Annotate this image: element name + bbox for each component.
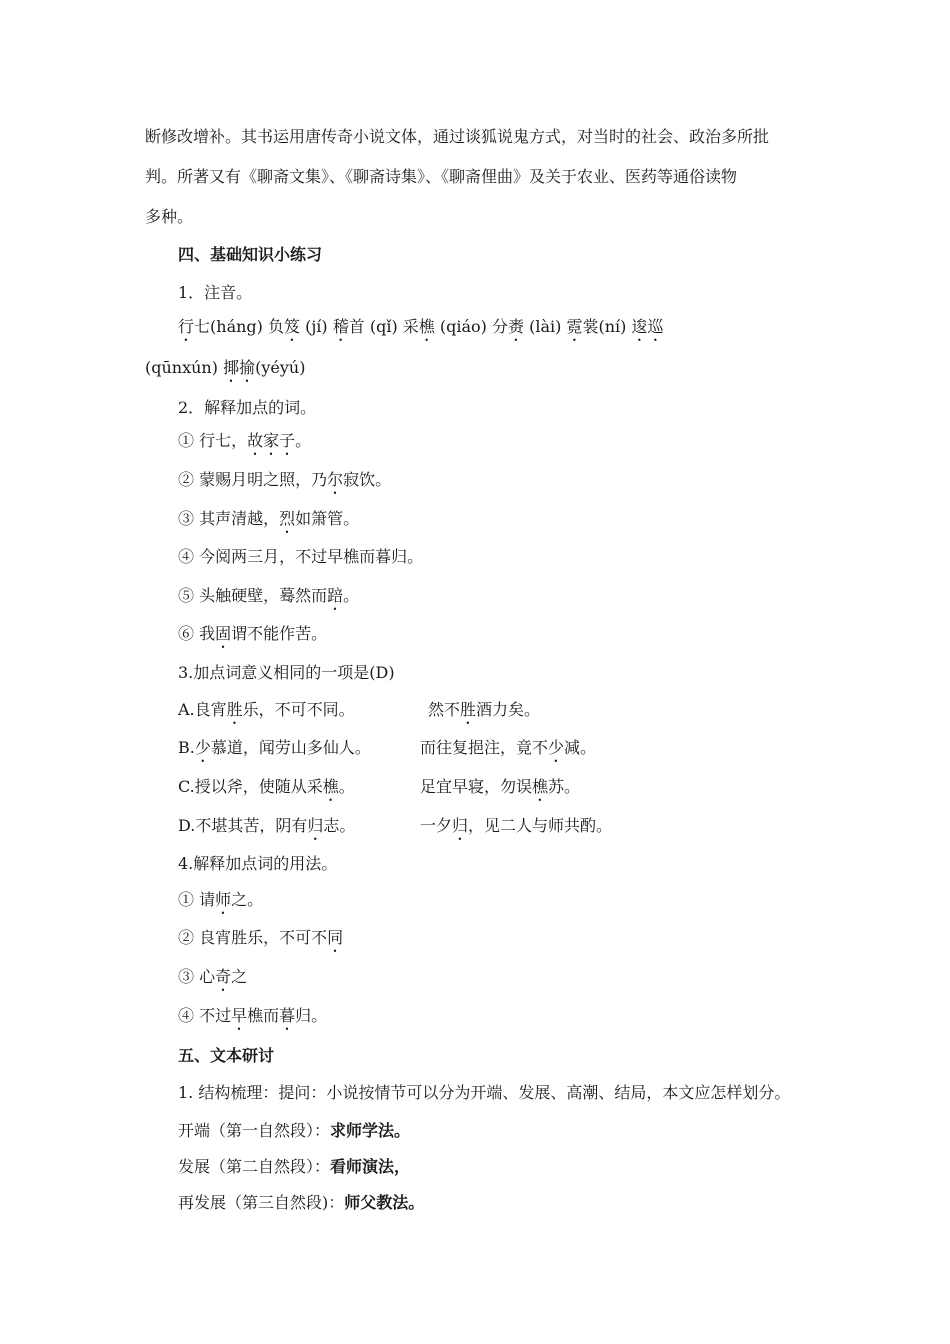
section-4-heading: 四、基础知识小练习 bbox=[178, 245, 323, 264]
q3-option-d-left bbox=[178, 815, 355, 844]
dotted-char: 揶 bbox=[223, 358, 240, 377]
q2-item-3 bbox=[178, 508, 359, 537]
text-run: 苏。 bbox=[548, 777, 581, 796]
q2-item-1 bbox=[178, 430, 311, 459]
dotted-char: 奇 bbox=[215, 967, 232, 986]
text-run: (yéyú) bbox=[255, 358, 306, 377]
structure-value: 求师学法。 bbox=[330, 1121, 411, 1140]
text-run: 之。 bbox=[231, 890, 264, 909]
pinyin-row-2 bbox=[145, 357, 305, 386]
q4-item-4 bbox=[178, 1005, 327, 1034]
text-run: ③ 心 bbox=[178, 967, 216, 986]
structure-row-3 bbox=[178, 1192, 424, 1214]
dotted-char: 少 bbox=[548, 738, 565, 757]
dotted-char: 归 bbox=[452, 816, 469, 835]
dotted-char: 赉 bbox=[508, 317, 525, 336]
dotted-char: 同 bbox=[327, 928, 344, 947]
structure-label: 发展（第二自然段）： bbox=[178, 1157, 331, 1176]
text-run: ① 请 bbox=[178, 890, 216, 909]
structure-value: 师父教法。 bbox=[344, 1193, 425, 1212]
dotted-char: 霓 bbox=[566, 317, 583, 336]
text-run: 归。 bbox=[295, 1006, 328, 1025]
text-run: 如箫管。 bbox=[295, 509, 360, 528]
text-run: A.良宵 bbox=[178, 700, 227, 719]
structure-row-1 bbox=[178, 1120, 410, 1142]
dotted-char: 尔 bbox=[327, 470, 344, 489]
dotted-char: 行 bbox=[178, 317, 195, 336]
text-run: 然不 bbox=[428, 700, 461, 719]
text-run: (lài) bbox=[524, 317, 567, 336]
q1-title: 1．注音。 bbox=[178, 283, 253, 302]
text-run: 足宜早寝，勿误 bbox=[420, 777, 533, 796]
text-run: ④ 今阅两三月，不过早樵而暮归。 bbox=[178, 547, 424, 566]
text-run: 慕道，闻劳山多仙人。 bbox=[210, 738, 371, 757]
pinyin-row-1 bbox=[178, 316, 664, 345]
s5-q1: 1. 结构梳理：提问：小说按情节可以分为开端、发展、高潮、结局，本文应怎样划分。 bbox=[178, 1083, 791, 1102]
text-run: 酒力矣。 bbox=[476, 700, 541, 719]
text-run: ⑥ 我 bbox=[178, 624, 216, 643]
dotted-char: 笈 bbox=[283, 317, 300, 336]
dotted-char: 早 bbox=[231, 1006, 248, 1025]
dotted-char: 暮 bbox=[279, 1006, 296, 1025]
dotted-char: 师 bbox=[215, 890, 232, 909]
text-run: (jí) bbox=[300, 317, 333, 336]
dotted-char: 烈 bbox=[279, 509, 296, 528]
text-run: 裳(ní) bbox=[582, 317, 632, 336]
structure-label: 开端（第一自然段）： bbox=[178, 1121, 331, 1140]
dotted-char: 樵 bbox=[322, 777, 339, 796]
text-run: (qūnxún) bbox=[145, 358, 224, 377]
q3-option-d-right bbox=[420, 815, 612, 844]
q2-item-2 bbox=[178, 469, 391, 498]
dotted-char: 踣 bbox=[327, 586, 344, 605]
q4-item-3 bbox=[178, 966, 247, 995]
structure-label: 再发展（第三自然段)： bbox=[178, 1193, 345, 1212]
text-run: 樵而 bbox=[247, 1006, 280, 1025]
text-run: 一夕 bbox=[420, 816, 453, 835]
intro-line-2: 判。所著又有《聊斋文集》、《聊斋诗集》、《聊斋俚曲》及关于农业、医药等通俗读物 bbox=[145, 167, 738, 186]
dotted-char: 故 bbox=[247, 431, 264, 450]
q3-option-b-left bbox=[178, 737, 371, 766]
q4-item-1 bbox=[178, 889, 263, 918]
text-run: D.不堪其苦，阴有 bbox=[178, 816, 308, 835]
section-5-heading: 五、文本研讨 bbox=[178, 1046, 275, 1065]
dotted-char: 子 bbox=[279, 431, 296, 450]
text-run: (qiáo) 分 bbox=[434, 317, 508, 336]
dotted-char: 樵 bbox=[532, 777, 549, 796]
text-run: 。 bbox=[295, 431, 312, 450]
text-run: ⑤ 头触硬壁，蓦然而 bbox=[178, 586, 328, 605]
text-run: B. bbox=[178, 738, 195, 757]
text-run: ② 良宵胜乐，不可不 bbox=[178, 928, 328, 947]
text-run: 而往复挹注，竟不 bbox=[420, 738, 549, 757]
structure-row-2 bbox=[178, 1156, 410, 1178]
text-run: 之 bbox=[231, 967, 248, 986]
q3-option-a-left bbox=[178, 699, 355, 728]
text-run: 减。 bbox=[564, 738, 597, 757]
text-run: 乐，不可不同。 bbox=[242, 700, 355, 719]
text-run: 志。 bbox=[323, 816, 356, 835]
text-run: 。 bbox=[338, 777, 355, 796]
q4-title: 4.解释加点词的用法。 bbox=[178, 854, 338, 873]
q3-title: 3.加点词意义相同的一项是(D) bbox=[178, 663, 395, 682]
dotted-char: 少 bbox=[194, 738, 211, 757]
dotted-char: 胜 bbox=[226, 700, 243, 719]
dotted-char: 逡 bbox=[631, 317, 648, 336]
q4-item-2 bbox=[178, 927, 343, 956]
dotted-char: 樵 bbox=[418, 317, 435, 336]
intro-line-1: 断修改增补。其书运用唐传奇小说文体，通过谈狐说鬼方式，对当时的社会、政治多所批 bbox=[145, 127, 770, 146]
q2-item-5 bbox=[178, 585, 359, 614]
q3-option-c-left bbox=[178, 776, 355, 805]
q3-option-a-right bbox=[428, 699, 540, 728]
text-run: 。 bbox=[343, 586, 360, 605]
structure-value: 看师演法， bbox=[330, 1157, 411, 1176]
text-run: C.授以斧，使随从采 bbox=[178, 777, 323, 796]
text-run: 谓不能作苦。 bbox=[231, 624, 328, 643]
dotted-char: 归 bbox=[307, 816, 324, 835]
dotted-char: 胜 bbox=[460, 700, 477, 719]
text-run: 寂饮。 bbox=[343, 470, 392, 489]
dotted-char: 稽 bbox=[332, 317, 349, 336]
dotted-char: 巡 bbox=[647, 317, 664, 336]
q2-title: 2．解释加点的词。 bbox=[178, 398, 317, 417]
q2-item-6 bbox=[178, 623, 327, 652]
text-run: 七(háng) 负 bbox=[194, 317, 284, 336]
text-run: ④ 不过 bbox=[178, 1006, 232, 1025]
q3-option-c-right bbox=[420, 776, 580, 805]
q3-option-b-right bbox=[420, 737, 596, 766]
dotted-char: 固 bbox=[215, 624, 232, 643]
dotted-char: 揄 bbox=[239, 358, 256, 377]
text-run: ，见二人与师共酌。 bbox=[468, 816, 613, 835]
text-run: ③ 其声清越， bbox=[178, 509, 280, 528]
q2-item-4 bbox=[178, 546, 423, 568]
text-run: ① 行七， bbox=[178, 431, 248, 450]
intro-line-3: 多种。 bbox=[145, 207, 194, 226]
text-run: 首 (qǐ) 采 bbox=[348, 317, 419, 336]
dotted-char: 家 bbox=[263, 431, 280, 450]
text-run: ② 蒙赐月明之照，乃 bbox=[178, 470, 328, 489]
